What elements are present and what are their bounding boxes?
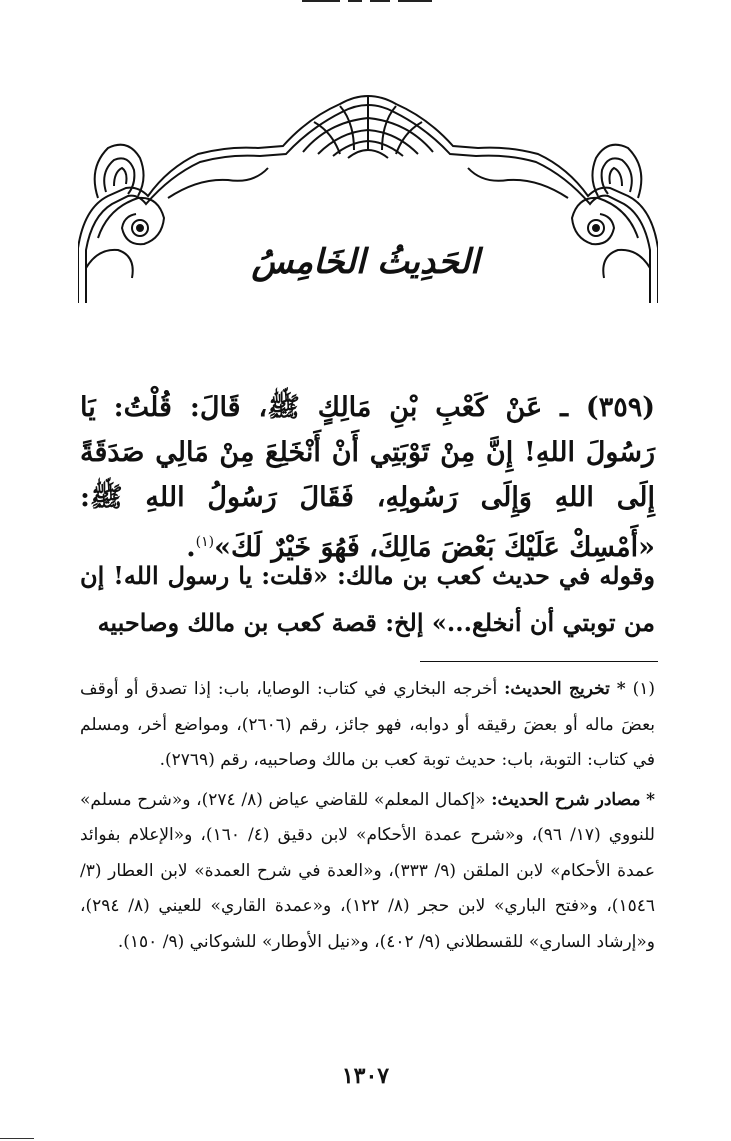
chapter-title: الحَدِيثُ الخَامِسُ	[251, 242, 480, 282]
footnotes	[80, 672, 655, 964]
footnote-marker: (١)	[632, 679, 655, 699]
footnote-text: «إكمال المعلم» للقاضي عياض (٨/ ٢٧٤)، و«شرح مسلم» للنووي (١٧/ ٩٦)، و«شرح عمدة الأحكام» لابن دقيق (٤/ ١٦٠)، و«الإعلام بفوائد عمدة الأحكام» لابن الملقن (٩/ ٣٣٣)، و«العدة في شرح العمدة» لابن العطار (٣/ ١٥٤٦)، و«فتح الباري» لابن حجر (٨/ ١٢٢)، و«عمدة القاري» للعيني (٨/ ٢٩٤)، و«إرشاد الساري» للقسطلاني (٩/ ٤٠٢)، و«نيل الأوطار» للشوكاني (٩/ ١٥٠).	[80, 789, 655, 952]
footnote-sources	[80, 783, 655, 961]
footnote-takhrij	[80, 672, 655, 779]
footnote-separator	[420, 661, 658, 662]
hadith-body: ـ عَنْ كَعْبِ بْنِ مَالِكٍ ﷺ، قَالَ: قُلْتُ: يَا رَسُولَ اللهِ! إِنَّ مِنْ تَوْبَتِي أَنْ أَنْخَلِعَ مِنْ مَالِي صَدَقَةً إِلَى اللهِ وَإِلَى رَسُولِهِ، فَقَالَ رَسُولُ اللهِ ﷺ: «أَمْسِكْ عَلَيْكَ بَعْضَ مَالِكَ، فَهُوَ خَيْرٌ لَكَ»	[80, 392, 655, 563]
bottom-rule	[0, 1138, 34, 1139]
footnote-lead: مصادر شرح الحديث:	[491, 789, 641, 810]
footnote-reference: (١)	[195, 534, 215, 550]
hadith-text	[80, 385, 655, 570]
top-rule	[302, 0, 432, 3]
footnote-star: *	[616, 679, 626, 699]
footnote-star: *	[646, 789, 656, 810]
page-number: ١٣٠٧	[341, 1063, 390, 1089]
footnote-text: أخرجه البخاري في كتاب: الوصايا، باب: إذا تصدق أو أوقف بعضَ ماله أو بعضَ رقيقه أو دوابه، فهو جائز، رقم (٢٦٠٦)، ومواضع أخر، ومسلم في كتاب: التوبة، باب: حديث توبة كعب بن مالك وصاحبيه، رقم (٢٧٦٩).	[80, 679, 655, 770]
hadith-end: .	[186, 532, 196, 563]
hadith-number: (٣٥٩)	[585, 392, 655, 423]
commentary-paragraph: وقوله في حديث كعب بن مالك: «قلت: يا رسول الله! إن من توبتي أن أنخلع...» إلخ: قصة كعب بن مالك وصاحبيه	[80, 561, 655, 637]
footnote-lead: تخريج الحديث:	[504, 679, 610, 699]
